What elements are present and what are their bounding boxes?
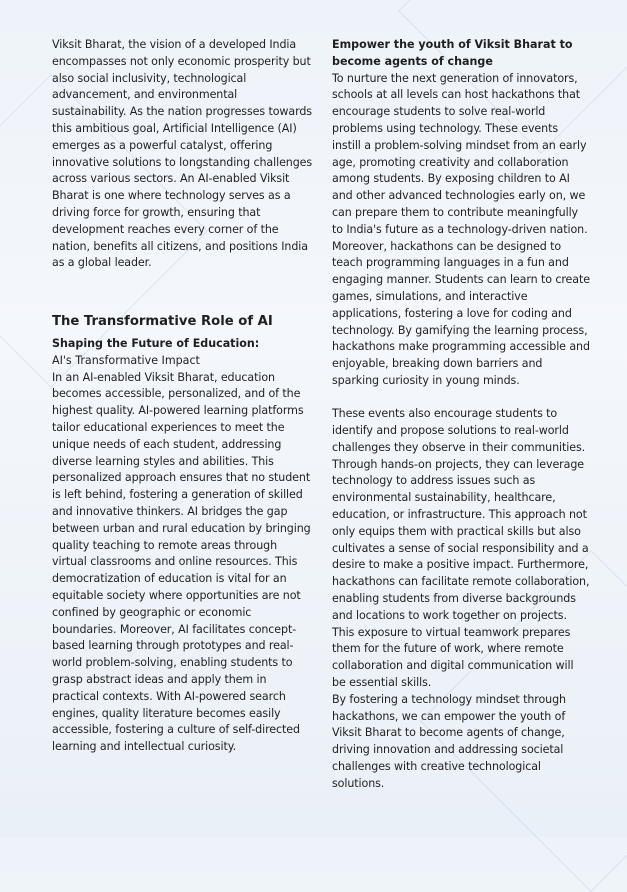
intro-paragraph: Viksit Bharat, the vision of a developed India encompasses not only economic prosperity but also social inclusivity, technological advancement, and environmental sustainability. As the nation progresses towards this ambitious goal, Artificial Intelligence (AI) emerges as a powerful catalyst, offering innovative solutions to longstanding challenges across various sectors. An AI-enabled Viksit Bharat is one where technology serves as a driving force for growth, ensuring that development reaches every corner of the nation, benefits all citizens, and positions India as a global leader. [52,38,313,270]
hackathon-paragraph-2: These events also encourage students to identify and propose solutions to real-world challenges they observe in their communities. Through hands-on projects, they can leverage technology to address issues such as environmental sustainability, healthcare, education, or infrastructure. This approach not only equips them with practical skills but also cultivates a sense of social responsibility and a desire to make a positive impact. Furthermore, hackathons can facilitate remote collaboration, enabling students from diverse backgrounds and locations to work together on projects. This exposure to virtual teamwork prepares them for the future of work, where remote collaboration and digital communication will be essential skills. [332,407,590,689]
paragraph-gap [332,390,590,407]
right-heading: Empower the youth of Viksit Bharat to become agents of change [332,38,573,68]
education-paragraph: In an AI-enabled Viksit Bharat, education becomes accessible, personalized, and of the highest quality. AI-powered learning platforms tailor educational experiences to meet the unique needs of each student, addressing diverse learning styles and abilities. This personalized approach ensures that no student is left behind, fostering a generation of skilled and innovative thinkers. AI bridges the gap between urban and rural education by bringing quality teaching to remote areas through virtual classrooms and online resources. This democratization of education is vital for an equitable society where opportunities are not confined by geographic or economic boundaries. Moreover, AI facilitates concept-based learning through prototypes and real-world problem-solving, enabling students to grasp abstract ideas and apply them in practical contexts. With AI-powered search engines, quality literature becomes easily accessible, fostering a culture of self-directed learning and intellectual curiosity. [52,370,311,754]
subsection-heading: Shaping the Future of Education: [52,337,260,350]
subsection-subheading: AI's Transformative Impact [52,353,200,367]
section-title: The Transformative Role of AI [52,314,273,329]
right-column [332,37,590,793]
hackathon-paragraph-1: To nurture the next generation of innovators, schools at all levels can host hackathons that encourage students to solve real-world problems using technology. These events instill a problem-solving mindset from an early age, promoting creativity and collaboration among students. By exposing children to AI and other advanced technologies early on, we can prepare them to contribute meaningfully to India's future as a technology-driven nation. Moreover, hackathons can be designed to teach programming languages in a fun and engaging manner. Students can learn to create games, simulations, and interactive applications, fostering a love for coding and technology. By gamifying the learning process, hackathons make programming accessible and enjoyable, breaking down barriers and sparking curiosity in young minds. [332,71,590,387]
hackathon-paragraph-3: By fostering a technology mindset through hackathons, we can empower the youth of Viksit Bharat to become agents of change, driving innovation and addressing societal challenges with creative technological solutions. [332,692,566,790]
left-column [52,37,314,272]
education-section [52,336,314,756]
